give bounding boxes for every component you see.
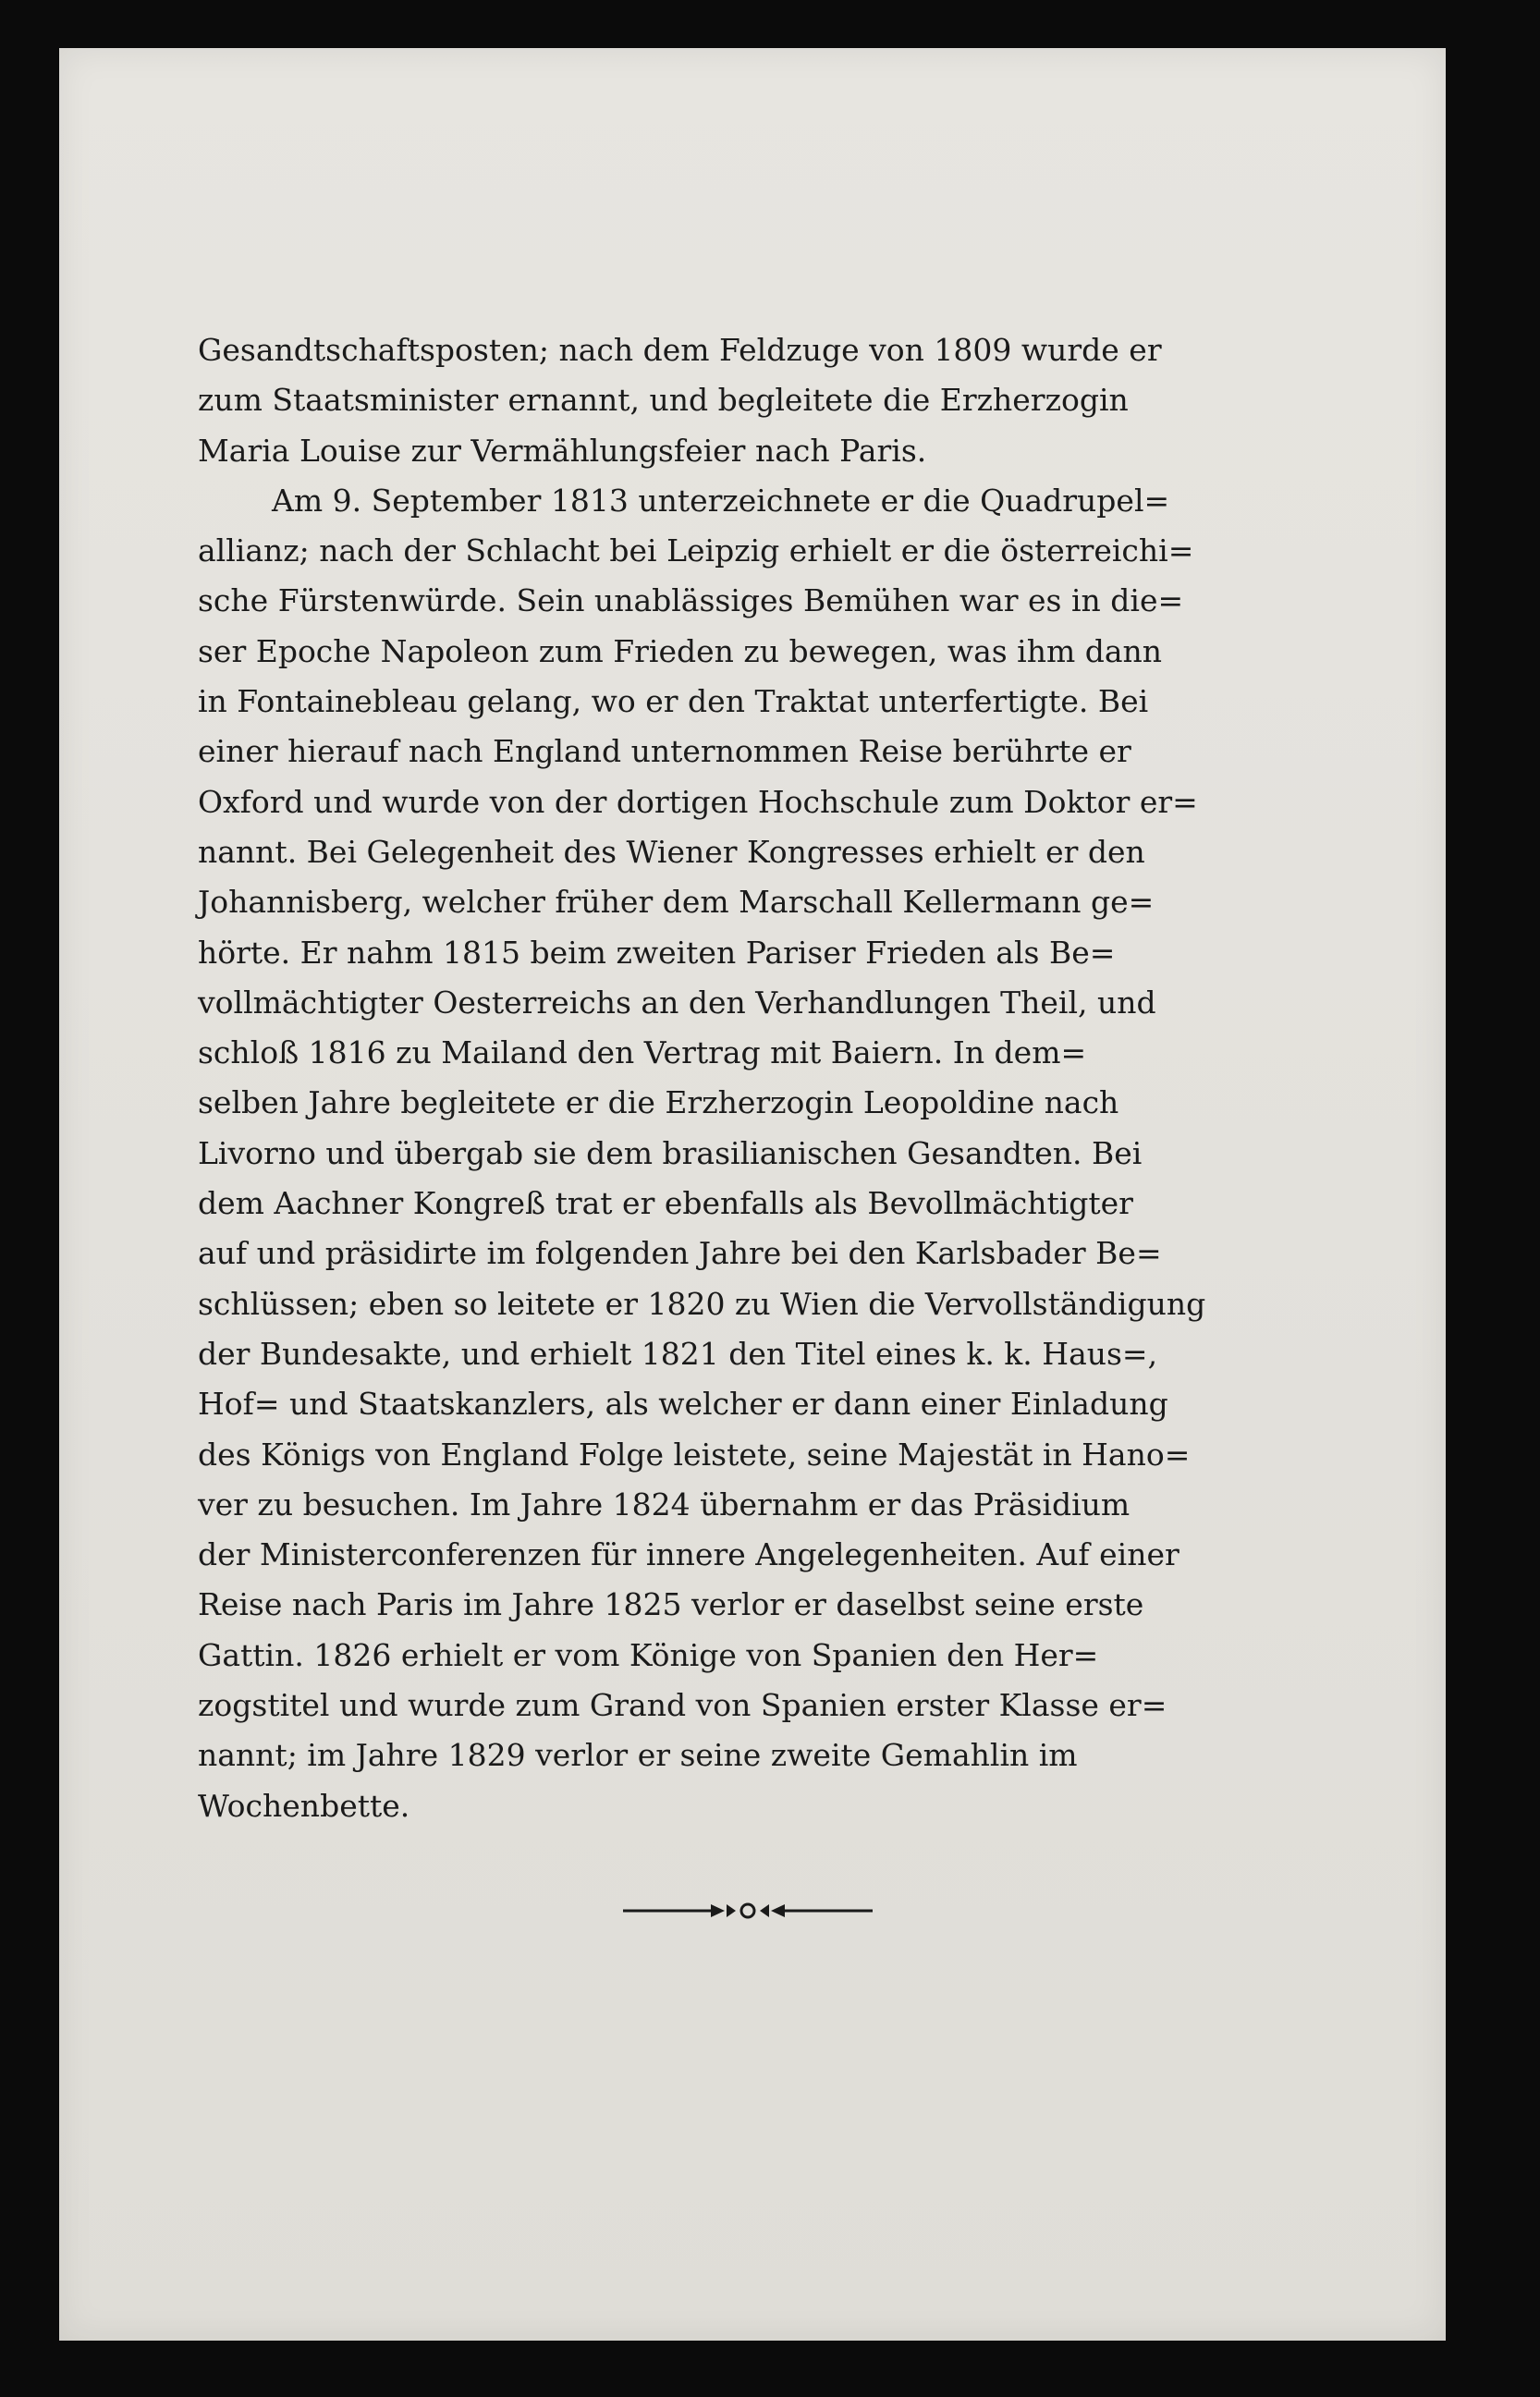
paragraph-2 bbox=[198, 476, 1233, 1831]
paragraph-1 bbox=[198, 325, 1233, 476]
text-line: des Königs von England Folge leistete, seine Majestät in Hano= bbox=[198, 1436, 1191, 1473]
text-line: Gattin. 1826 erhielt er vom Könige von Spanien den Her= bbox=[198, 1636, 1099, 1673]
text-line: der Ministerconferenzen für innere Angelegenheiten. Auf einer bbox=[198, 1536, 1179, 1573]
text-line: zogstitel und wurde zum Grand von Spanien erster Klasse er= bbox=[198, 1687, 1167, 1724]
text-line: einer hierauf nach England unternommen Reise berührte er bbox=[198, 733, 1131, 770]
text-line: nannt. Bei Gelegenheit des Wiener Kongresses erhielt er den bbox=[198, 833, 1145, 870]
text-line: schloß 1816 zu Mailand den Vertrag mit Baiern. In dem= bbox=[198, 1034, 1087, 1071]
text-line: Maria Louise zur Vermählungsfeier nach Paris. bbox=[198, 432, 927, 469]
text-line: Johannisberg, welcher früher dem Marschall Kellermann ge= bbox=[198, 884, 1155, 921]
text-line: ser Epoche Napoleon zum Frieden zu bewegen, was ihm dann bbox=[198, 632, 1163, 669]
text-line: ver zu besuchen. Im Jahre 1824 übernahm er das Präsidium bbox=[198, 1486, 1131, 1523]
text-line: Reise nach Paris im Jahre 1825 verlor er daselbst seine erste bbox=[198, 1586, 1144, 1623]
text-line: hörte. Er nahm 1815 beim zweiten Pariser Frieden als Be= bbox=[198, 934, 1116, 971]
text-line: Wochenbette. bbox=[198, 1787, 410, 1824]
text-line: nannt; im Jahre 1829 verlor er seine zweite Gemahlin im bbox=[198, 1737, 1078, 1774]
text-line: allianz; nach der Schlacht bei Leipzig erhielt er die österreichi= bbox=[198, 532, 1194, 569]
paper-sheet bbox=[59, 48, 1446, 2341]
text-line: selben Jahre begleitete er die Erzherzogin Leopoldine nach bbox=[198, 1084, 1119, 1121]
text-line: sche Fürstenwürde. Sein unablässiges Bemühen war es in die= bbox=[198, 582, 1184, 619]
text-line: dem Aachner Kongreß trat er ebenfalls als Bevollmächtigter bbox=[198, 1185, 1133, 1222]
text-line: in Fontainebleau gelang, wo er den Traktat unterfertigte. Bei bbox=[198, 683, 1149, 720]
text-line: Livorno und übergab sie dem brasilianischen Gesandten. Bei bbox=[198, 1134, 1143, 1171]
body-text bbox=[198, 325, 1233, 1831]
text-line: der Bundesakte, und erhielt 1821 den Titel eines k. k. Haus=, bbox=[198, 1335, 1158, 1372]
text-line: vollmächtigter Oesterreichs an den Verhandlungen Theil, und bbox=[198, 984, 1156, 1021]
ornament-rule-icon bbox=[623, 1897, 873, 1925]
text-line: Oxford und wurde von der dortigen Hochschule zum Doktor er= bbox=[198, 783, 1198, 820]
text-line: Hof= und Staatskanzlers, als welcher er dann einer Einladung bbox=[198, 1386, 1168, 1423]
text-line: zum Staatsminister ernannt, und begleitete die Erzherzogin bbox=[198, 382, 1129, 419]
text-line: Gesandtschaftsposten; nach dem Feldzuge von 1809 wurde er bbox=[198, 332, 1162, 368]
text-line: Am 9. September 1813 unterzeichnete er die Quadrupel= bbox=[272, 482, 1170, 519]
text-line: auf und präsidirte im folgenden Jahre bei den Karlsbader Be= bbox=[198, 1235, 1162, 1272]
text-line: schlüssen; eben so leitete er 1820 zu Wien die Vervollständigung bbox=[198, 1285, 1206, 1322]
printer-imprint-shadow bbox=[484, 2045, 1224, 2082]
